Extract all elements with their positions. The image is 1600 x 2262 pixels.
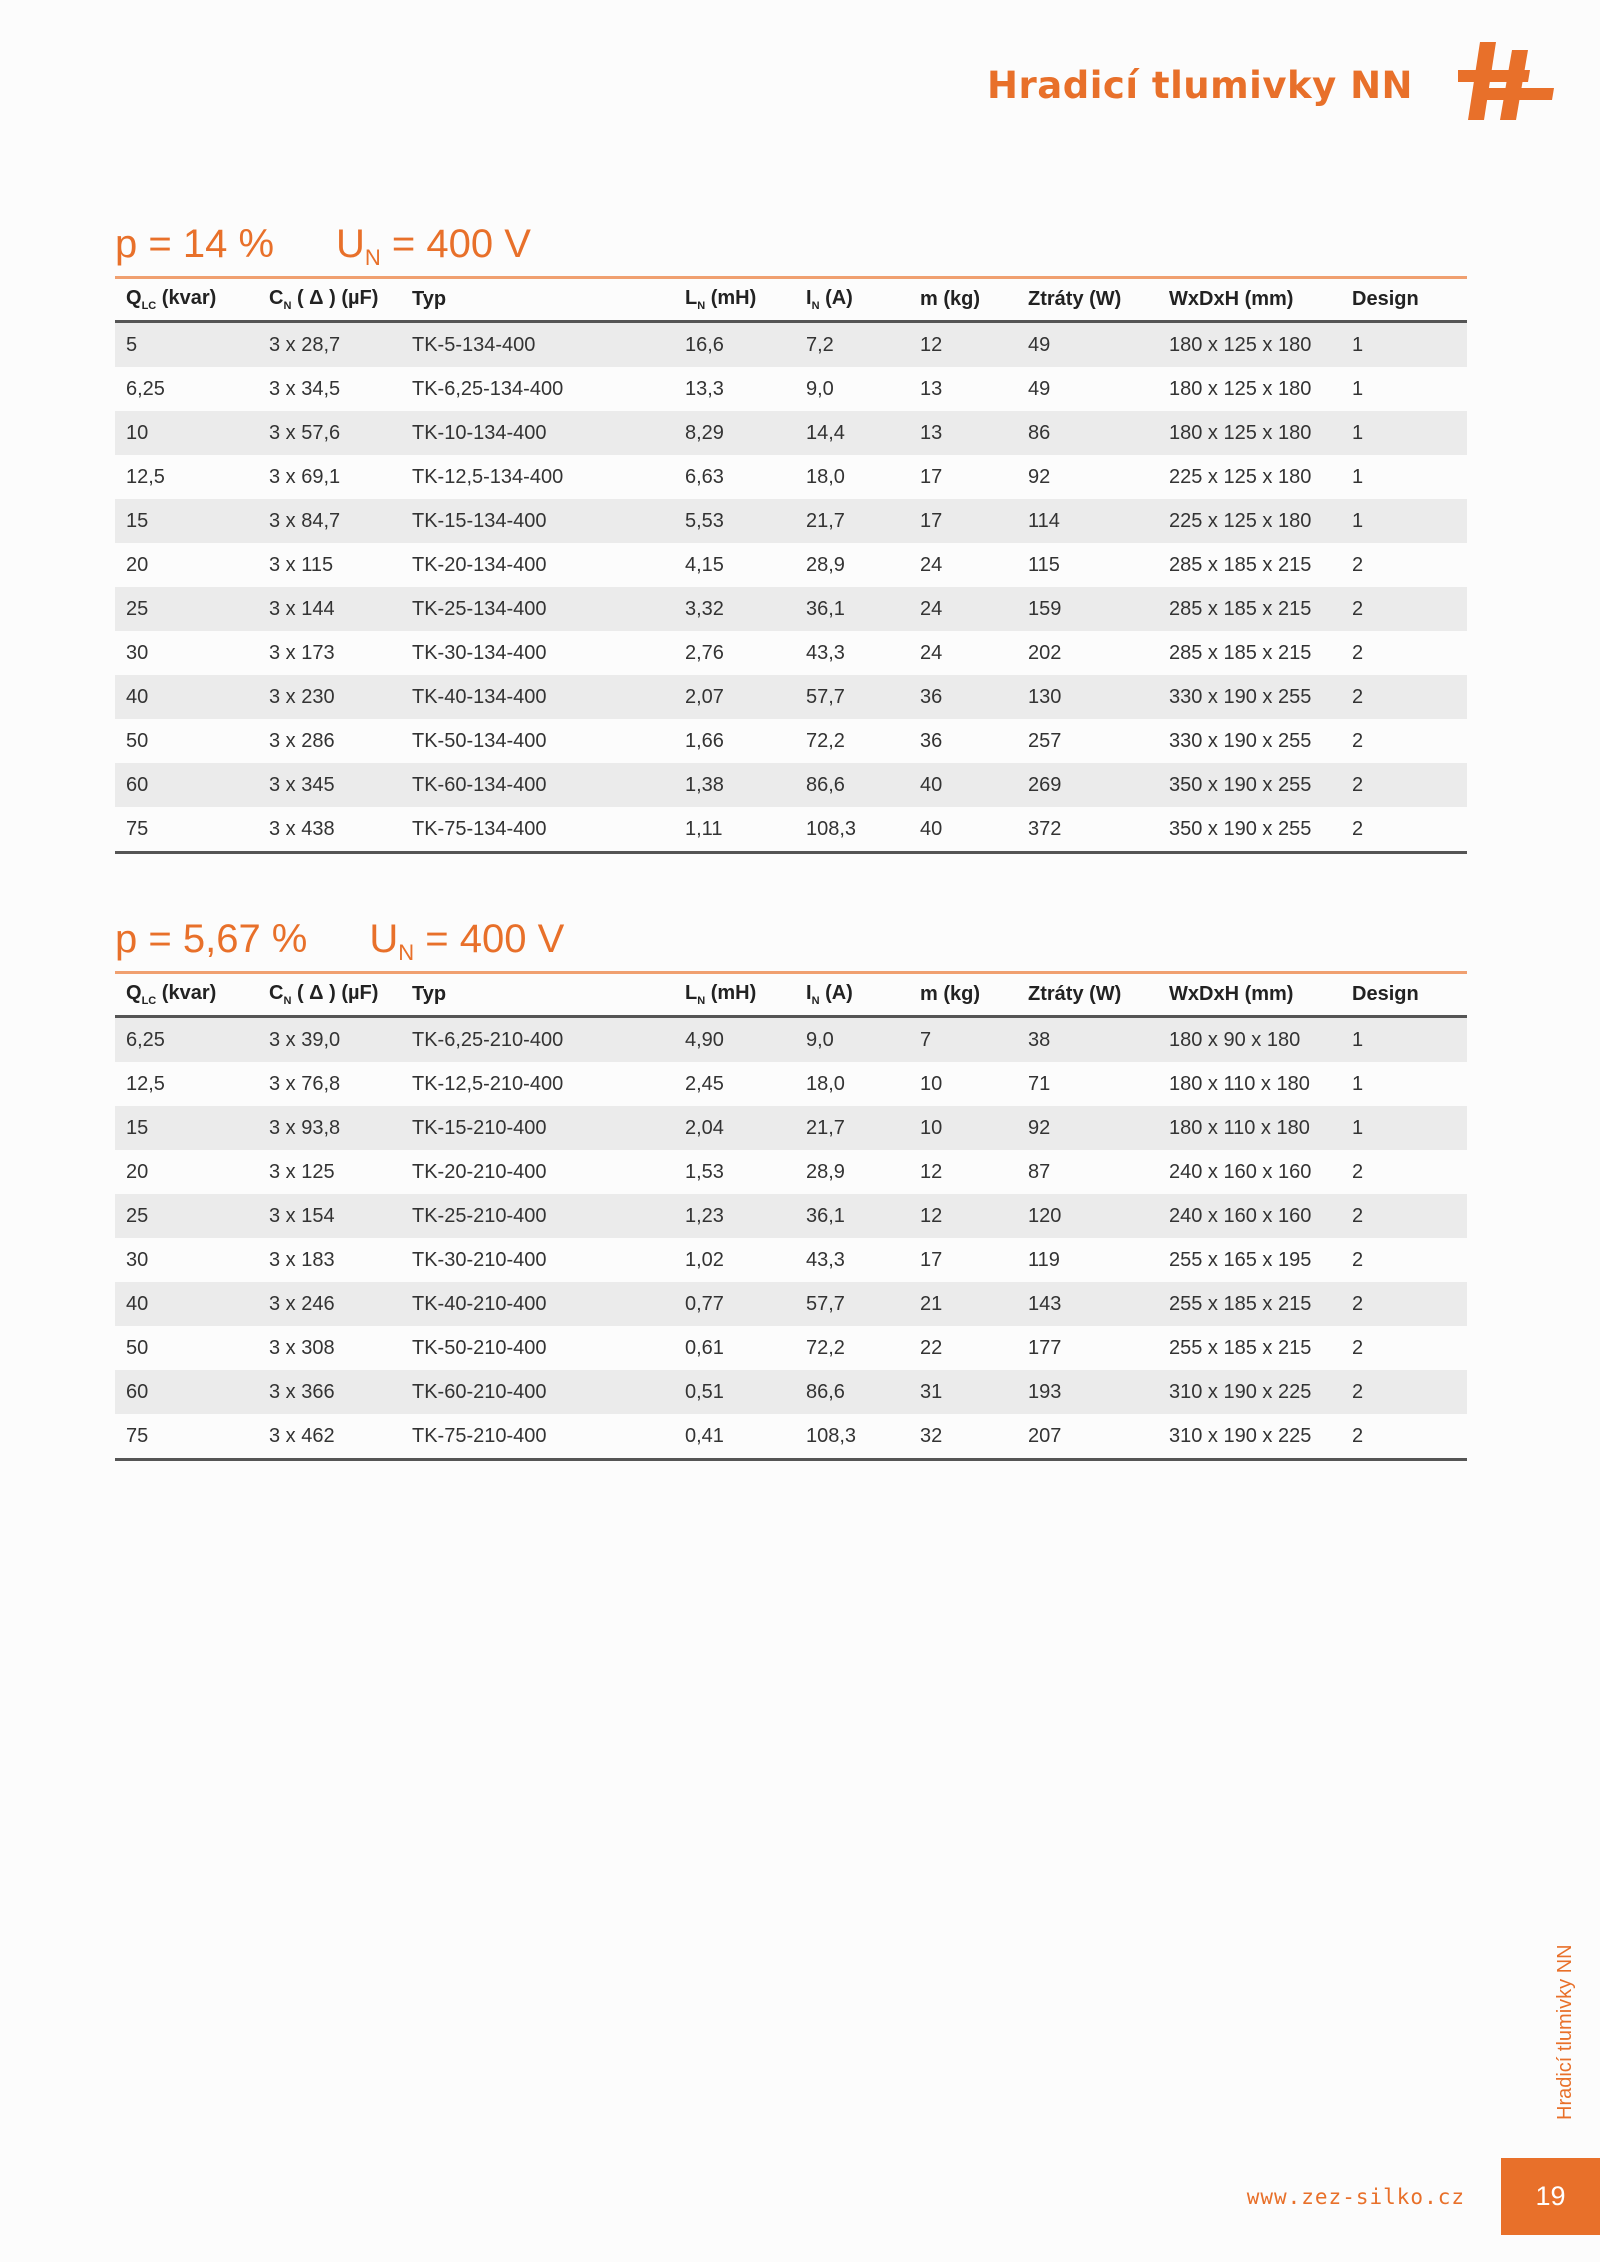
table-cell: 114 [1017,499,1158,543]
table-cell: 4,15 [674,543,795,587]
table-cell: 120 [1017,1194,1158,1238]
table-cell: 255 x 185 x 215 [1158,1282,1341,1326]
table-cell: 13,3 [674,367,795,411]
table-cell: 20 [115,1150,258,1194]
table-cell: TK-15-134-400 [401,499,674,543]
reactor-spec-table [115,971,1467,1461]
table-cell: 13 [909,411,1017,455]
table-cell: TK-12,5-210-400 [401,1062,674,1106]
table-cell: 36 [909,675,1017,719]
table-cell: TK-40-210-400 [401,1282,674,1326]
table-cell: 225 x 125 x 180 [1158,499,1341,543]
table-cell: 50 [115,1326,258,1370]
table-cell: 119 [1017,1238,1158,1282]
table-cell: 10 [909,1106,1017,1150]
table-cell: 3 x 183 [258,1238,401,1282]
table-cell: 180 x 90 x 180 [1158,1017,1341,1063]
table-cell: 330 x 190 x 255 [1158,675,1341,719]
page-number: 19 [1501,2158,1600,2235]
table-cell: 1 [1341,411,1467,455]
column-header: m (kg) [909,973,1017,1017]
table-cell: TK-10-134-400 [401,411,674,455]
table-cell: 1,02 [674,1238,795,1282]
side-section-label: Hradicí tlumivky NN [1554,1944,1576,2120]
table-cell: 180 x 110 x 180 [1158,1106,1341,1150]
table-cell: 3 x 144 [258,587,401,631]
table-row [115,1017,1467,1063]
table-row [115,1194,1467,1238]
table-cell: TK-6,25-134-400 [401,367,674,411]
table-cell: TK-20-134-400 [401,543,674,587]
table-cell: 15 [115,499,258,543]
table-cell: 86,6 [795,763,909,807]
table-cell: 3,32 [674,587,795,631]
table-cell: 40 [115,675,258,719]
table-cell: 7 [909,1017,1017,1063]
table-cell: 3 x 345 [258,763,401,807]
table-cell: 1 [1341,1106,1467,1150]
table-cell: 350 x 190 x 255 [1158,763,1341,807]
table-cell: 21,7 [795,1106,909,1150]
table-cell: 285 x 185 x 215 [1158,543,1341,587]
table-cell: 3 x 366 [258,1370,401,1414]
company-logo-icon [1458,40,1554,122]
table-cell: 75 [115,807,258,853]
table-cell: 3 x 286 [258,719,401,763]
table-cell: 3 x 93,8 [258,1106,401,1150]
table-cell: 2 [1341,631,1467,675]
table-cell: 72,2 [795,1326,909,1370]
table-cell: 0,41 [674,1414,795,1460]
table-cell: 330 x 190 x 255 [1158,719,1341,763]
table-cell: 25 [115,587,258,631]
table-cell: 24 [909,631,1017,675]
table-cell: 257 [1017,719,1158,763]
table-row [115,543,1467,587]
section-percentage: p = 5,67 % [115,917,308,961]
table-row [115,1326,1467,1370]
column-header: m (kg) [909,278,1017,322]
table-cell: 28,9 [795,543,909,587]
table-row [115,675,1467,719]
table-cell: 2,76 [674,631,795,675]
column-header: Design [1341,973,1467,1017]
column-header: $Q_{LC}$ (kvar) [115,278,258,322]
table-row [115,1106,1467,1150]
table-cell: 310 x 190 x 225 [1158,1414,1341,1460]
table-cell: 3 x 230 [258,675,401,719]
column-header: Ztráty (W) [1017,278,1158,322]
table-header-row [115,278,1467,322]
table-cell: 202 [1017,631,1158,675]
table-cell: 1 [1341,455,1467,499]
table-cell: 143 [1017,1282,1158,1326]
table-cell: 6,25 [115,1017,258,1063]
table-cell: 3 x 84,7 [258,499,401,543]
table-cell: 22 [909,1326,1017,1370]
table-cell: 12 [909,322,1017,368]
table-cell: 180 x 125 x 180 [1158,367,1341,411]
table-cell: 3 x 462 [258,1414,401,1460]
table-cell: 32 [909,1414,1017,1460]
table-cell: 17 [909,455,1017,499]
table-cell: 1 [1341,322,1467,368]
table-cell: 72,2 [795,719,909,763]
table-cell: 10 [115,411,258,455]
table-cell: 3 x 154 [258,1194,401,1238]
table-row [115,499,1467,543]
table-row [115,455,1467,499]
table-cell: 86 [1017,411,1158,455]
table-cell: TK-30-210-400 [401,1238,674,1282]
table-cell: 7,2 [795,322,909,368]
table-cell: 30 [115,631,258,675]
table-cell: 115 [1017,543,1158,587]
table-cell: 16,6 [674,322,795,368]
table-cell: TK-6,25-210-400 [401,1017,674,1063]
table-cell: 2 [1341,763,1467,807]
section-voltage: $U_N = 400$ V [369,917,565,965]
table-cell: TK-75-134-400 [401,807,674,853]
table-cell: TK-25-210-400 [401,1194,674,1238]
table-cell: 4,90 [674,1017,795,1063]
column-header: $I_N$ (A) [795,278,909,322]
table-cell: 15 [115,1106,258,1150]
table-cell: 285 x 185 x 215 [1158,631,1341,675]
table-cell: TK-40-134-400 [401,675,674,719]
column-header: $C_N$ ( Δ ) (µF) [258,973,401,1017]
table-cell: TK-50-134-400 [401,719,674,763]
table-cell: 225 x 125 x 180 [1158,455,1341,499]
table-cell: 2 [1341,587,1467,631]
table-cell: 3 x 115 [258,543,401,587]
table-cell: 3 x 246 [258,1282,401,1326]
table-cell: 92 [1017,1106,1158,1150]
table-cell: 14,4 [795,411,909,455]
table-row [115,1282,1467,1326]
table-cell: 2 [1341,1150,1467,1194]
table-cell: 180 x 125 x 180 [1158,322,1341,368]
table-cell: 0,51 [674,1370,795,1414]
table-row [115,322,1467,368]
table-cell: 18,0 [795,455,909,499]
table-cell: 240 x 160 x 160 [1158,1150,1341,1194]
table-cell: 49 [1017,367,1158,411]
table-cell: 21 [909,1282,1017,1326]
table-cell: 9,0 [795,1017,909,1063]
table-cell: 0,77 [674,1282,795,1326]
table-cell: 21,7 [795,499,909,543]
table-cell: 20 [115,543,258,587]
table-cell: 285 x 185 x 215 [1158,587,1341,631]
table-cell: 1,11 [674,807,795,853]
table-cell: 38 [1017,1017,1158,1063]
table-cell: 2 [1341,719,1467,763]
table-cell: 12 [909,1194,1017,1238]
table-cell: 18,0 [795,1062,909,1106]
table-cell: 12 [909,1150,1017,1194]
table-cell: 2 [1341,807,1467,853]
table-cell: 180 x 125 x 180 [1158,411,1341,455]
table-cell: 1 [1341,367,1467,411]
table-cell: 372 [1017,807,1158,853]
table-cell: 180 x 110 x 180 [1158,1062,1341,1106]
table-cell: 3 x 28,7 [258,322,401,368]
table-row [115,1414,1467,1460]
table-cell: 159 [1017,587,1158,631]
table-cell: 2,04 [674,1106,795,1150]
table-header-row [115,973,1467,1017]
table-row [115,763,1467,807]
table-cell: TK-12,5-134-400 [401,455,674,499]
table-row [115,367,1467,411]
table-cell: 2 [1341,1414,1467,1460]
table-cell: TK-60-210-400 [401,1370,674,1414]
table-cell: 9,0 [795,367,909,411]
column-header: $Q_{LC}$ (kvar) [115,973,258,1017]
table-cell: 36,1 [795,587,909,631]
table-cell: 6,63 [674,455,795,499]
footer-website-link[interactable]: www.zez-silko.cz [1246,2185,1465,2209]
table-cell: 1,66 [674,719,795,763]
table-cell: 5,53 [674,499,795,543]
table-cell: 12,5 [115,455,258,499]
section-voltage: $U_N = 400$ V [336,222,531,270]
table-row [115,587,1467,631]
table-cell: 193 [1017,1370,1158,1414]
table-cell: 3 x 69,1 [258,455,401,499]
table-row [115,411,1467,455]
table-cell: 40 [909,763,1017,807]
table-cell: 28,9 [795,1150,909,1194]
table-cell: TK-60-134-400 [401,763,674,807]
table-cell: TK-30-134-400 [401,631,674,675]
table-cell: 2 [1341,1194,1467,1238]
table-cell: 75 [115,1414,258,1460]
table-cell: 50 [115,719,258,763]
table-cell: 1 [1341,499,1467,543]
column-header: WxDxH (mm) [1158,278,1341,322]
table-cell: 36,1 [795,1194,909,1238]
table-cell: 12,5 [115,1062,258,1106]
table-cell: 49 [1017,322,1158,368]
table-cell: 350 x 190 x 255 [1158,807,1341,853]
table-cell: 240 x 160 x 160 [1158,1194,1341,1238]
section-heading [115,917,564,966]
table-row [115,807,1467,853]
table-cell: 43,3 [795,631,909,675]
table-cell: 1 [1341,1062,1467,1106]
table-cell: 207 [1017,1414,1158,1460]
column-header: $L_N$ (mH) [674,973,795,1017]
table-cell: 43,3 [795,1238,909,1282]
table-cell: 3 x 173 [258,631,401,675]
column-header: $C_N$ ( Δ ) (µF) [258,278,401,322]
table-row [115,631,1467,675]
table-cell: 3 x 438 [258,807,401,853]
table-cell: 108,3 [795,1414,909,1460]
table-cell: 6,25 [115,367,258,411]
table-cell: 36 [909,719,1017,763]
table-cell: TK-25-134-400 [401,587,674,631]
table-row [115,719,1467,763]
table-row [115,1150,1467,1194]
table-cell: 177 [1017,1326,1158,1370]
table-cell: 1,53 [674,1150,795,1194]
table-cell: 2 [1341,1370,1467,1414]
table-cell: 3 x 57,6 [258,411,401,455]
table-cell: 1,23 [674,1194,795,1238]
table-cell: 1,38 [674,763,795,807]
table-cell: 1 [1341,1017,1467,1063]
table-cell: 60 [115,763,258,807]
column-header: $L_N$ (mH) [674,278,795,322]
table-cell: 255 x 165 x 195 [1158,1238,1341,1282]
table-cell: 255 x 185 x 215 [1158,1326,1341,1370]
table-cell: 17 [909,1238,1017,1282]
table-cell: 87 [1017,1150,1158,1194]
section-heading [115,222,531,271]
table-cell: 3 x 125 [258,1150,401,1194]
table-cell: TK-20-210-400 [401,1150,674,1194]
column-header: $I_N$ (A) [795,973,909,1017]
table-cell: 92 [1017,455,1158,499]
table-cell: 40 [909,807,1017,853]
table-cell: 3 x 308 [258,1326,401,1370]
table-cell: 3 x 39,0 [258,1017,401,1063]
table-cell: 0,61 [674,1326,795,1370]
column-header: WxDxH (mm) [1158,973,1341,1017]
page-header-title: Hradicí tlumivky NN [987,64,1413,107]
table-cell: 3 x 34,5 [258,367,401,411]
column-header: Typ [401,973,674,1017]
table-row [115,1062,1467,1106]
table-cell: 130 [1017,675,1158,719]
table-cell: 10 [909,1062,1017,1106]
column-header: Design [1341,278,1467,322]
table-cell: 2 [1341,543,1467,587]
table-cell: 2 [1341,675,1467,719]
table-cell: 31 [909,1370,1017,1414]
table-cell: 13 [909,367,1017,411]
table-row [115,1238,1467,1282]
table-cell: 3 x 76,8 [258,1062,401,1106]
table-cell: 2 [1341,1238,1467,1282]
table-cell: 2 [1341,1282,1467,1326]
table-row [115,1370,1467,1414]
column-header: Ztráty (W) [1017,973,1158,1017]
table-cell: 269 [1017,763,1158,807]
table-cell: 2,45 [674,1062,795,1106]
table-cell: 30 [115,1238,258,1282]
section-percentage: p = 14 % [115,222,275,266]
table-cell: 17 [909,499,1017,543]
reactor-spec-table [115,276,1467,854]
table-cell: 86,6 [795,1370,909,1414]
table-cell: TK-50-210-400 [401,1326,674,1370]
table-cell: 108,3 [795,807,909,853]
table-cell: TK-75-210-400 [401,1414,674,1460]
table-cell: 57,7 [795,675,909,719]
table-cell: TK-5-134-400 [401,322,674,368]
table-cell: 60 [115,1370,258,1414]
column-header: Typ [401,278,674,322]
table-cell: 2,07 [674,675,795,719]
table-cell: 71 [1017,1062,1158,1106]
table-cell: 5 [115,322,258,368]
table-cell: 25 [115,1194,258,1238]
table-cell: 24 [909,543,1017,587]
table-cell: 57,7 [795,1282,909,1326]
table-cell: 310 x 190 x 225 [1158,1370,1341,1414]
table-cell: 2 [1341,1326,1467,1370]
table-cell: 8,29 [674,411,795,455]
table-cell: TK-15-210-400 [401,1106,674,1150]
table-cell: 40 [115,1282,258,1326]
table-cell: 24 [909,587,1017,631]
